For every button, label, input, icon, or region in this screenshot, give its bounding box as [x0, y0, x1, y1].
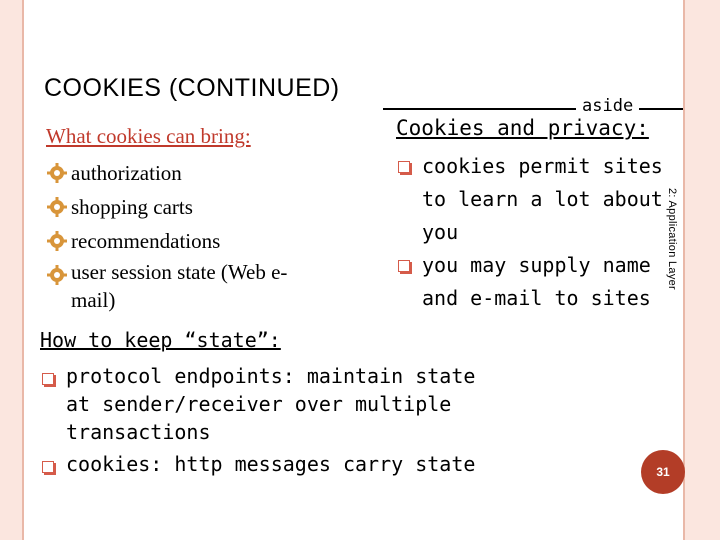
- gear-bullet-icon: [47, 163, 67, 183]
- list-item-text: cookies permit sites to learn a lot about you: [422, 154, 663, 244]
- gear-bullet-icon: [47, 265, 67, 285]
- list-item: [47, 190, 327, 224]
- square-bullet-icon: [398, 260, 410, 272]
- aside-label: aside: [576, 96, 639, 116]
- square-bullet-icon: [398, 161, 410, 173]
- list-item-text: authorization: [71, 161, 182, 185]
- chapter-side-label: 2: Application Layer: [666, 188, 678, 291]
- privacy-heading: Cookies and privacy:: [396, 116, 649, 140]
- list-item: [40, 450, 500, 478]
- list-item-text: user session state (Web e-mail): [71, 260, 288, 312]
- list-item-text: recommendations: [71, 229, 221, 253]
- left-frame-band: [0, 0, 22, 540]
- cookies-bring-heading: What cookies can bring:: [46, 124, 251, 148]
- list-item: [47, 224, 327, 258]
- gear-bullet-icon: [47, 231, 67, 251]
- state-list: [40, 362, 500, 482]
- list-item: [396, 150, 686, 249]
- state-heading: How to keep “state”:: [40, 328, 281, 352]
- list-item-text: you may supply name and e-mail to sites: [422, 253, 651, 310]
- square-bullet-icon: [42, 373, 54, 385]
- list-item: [40, 362, 500, 446]
- list-item: [396, 249, 686, 315]
- list-item: [47, 156, 327, 190]
- list-item: [47, 258, 327, 317]
- slide-title: COOKIES (CONTINUED): [44, 74, 340, 102]
- list-item-text: cookies: http messages carry state: [66, 452, 476, 476]
- left-frame-line: [22, 0, 24, 540]
- privacy-list: [396, 150, 686, 315]
- cookies-bring-list: [47, 156, 327, 317]
- list-item-text: shopping carts: [71, 195, 193, 219]
- list-item-text: protocol endpoints: maintain state at sender/receiver over multiple transactions: [66, 364, 476, 444]
- square-bullet-icon: [42, 461, 54, 473]
- slide-number-badge: 31: [641, 450, 685, 494]
- gear-bullet-icon: [47, 197, 67, 217]
- right-frame-band: [685, 0, 720, 540]
